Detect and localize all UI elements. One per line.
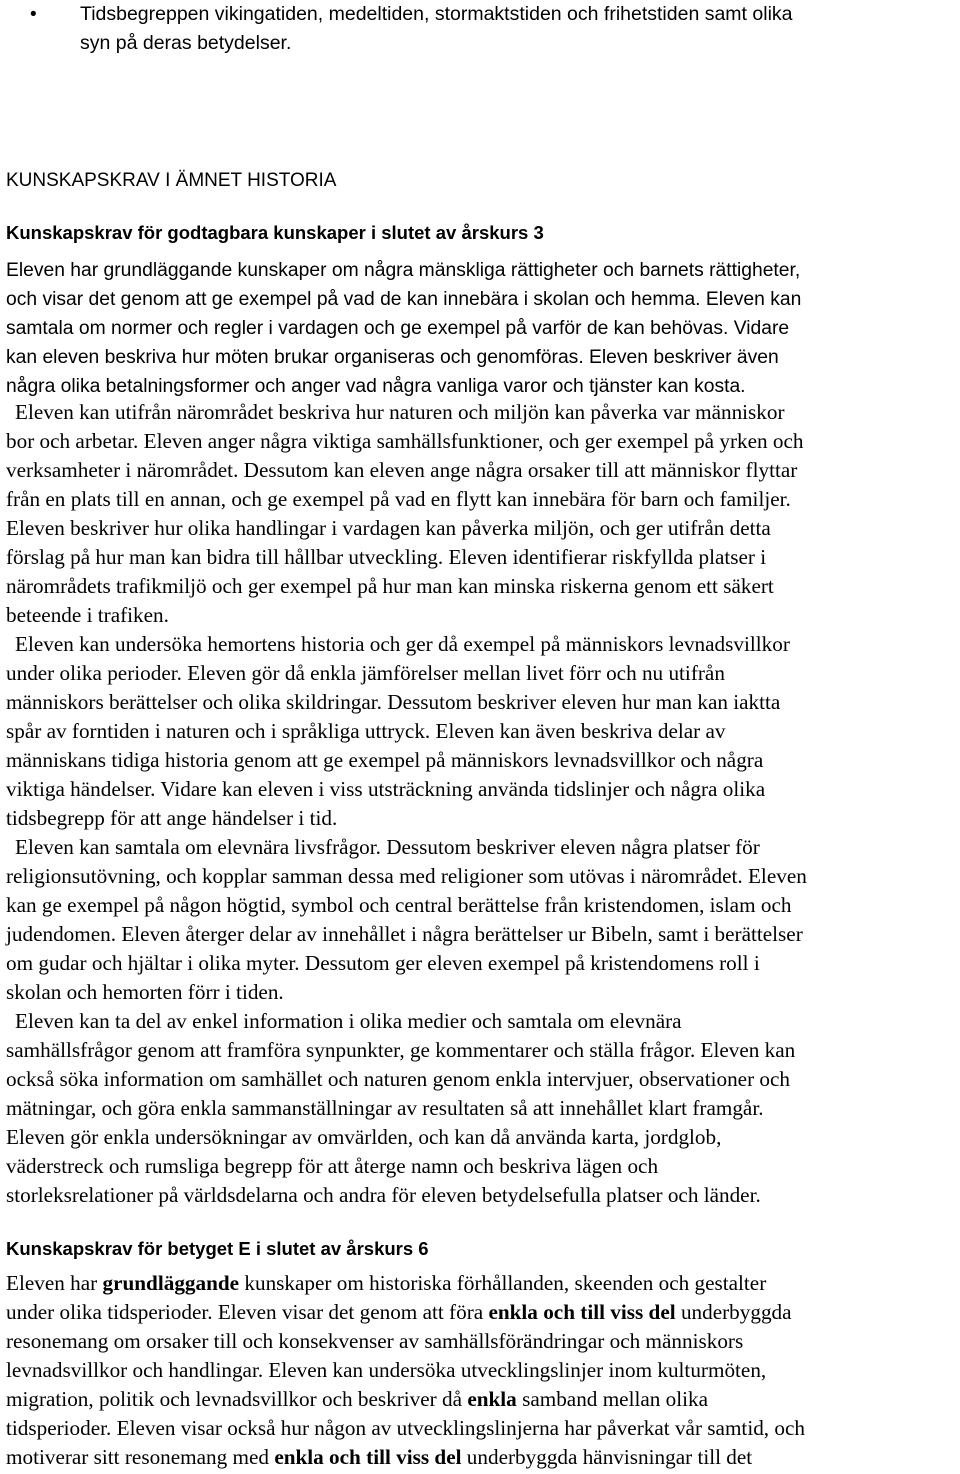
text-run: resonemang om orsaker till och konsekvenser av samhällsförändringar och människors: [6, 1329, 744, 1353]
emphasis-run: grundläggande: [102, 1271, 240, 1295]
text-line: [6, 1443, 956, 1472]
text-run: underbyggda hänvisningar till det: [461, 1445, 753, 1469]
text-line: samhällsfrågor genom att framföra synpunkter, ge kommentarer och ställa frågor. Eleven kan: [6, 1038, 796, 1062]
text-line: viktiga händelser. Vidare kan eleven i viss utsträckning använda tidslinjer och några olika: [6, 777, 766, 801]
text-line: Eleven kan utifrån närområdet beskriva hur naturen och miljön kan påverka var människor: [15, 400, 785, 424]
text-line: Eleven kan samtala om elevnära livsfrågor. Dessutom beskriver eleven några platser för: [15, 835, 760, 859]
text-run: kunskaper om historiska förhållanden, skeenden och gestalter: [239, 1271, 767, 1295]
emphasis-run: enkla och till viss del: [274, 1445, 462, 1469]
text-line: också söka information om samhället och naturen genom enkla intervjuer, observationer och: [6, 1067, 791, 1091]
text-line: skolan och hemorten förr i tiden.: [6, 980, 284, 1004]
text-line: beteende i trafiken.: [6, 603, 169, 627]
text-run: Eleven har: [6, 1271, 103, 1295]
grade6-paragraph: [6, 1269, 956, 1472]
bullet-line: syn på deras betydelser.: [80, 32, 292, 54]
text-line: [6, 1269, 956, 1298]
text-line: mätningar, och göra enkla sammanställningar av resultaten så att innehållet klart framgår.: [6, 1096, 764, 1120]
text-line: några olika betalningsformer och anger vad några vanliga varor och tjänster kan kosta.: [6, 376, 746, 397]
text-run: tidsperioder. Eleven visar också hur någon av utvecklingslinjerna har påverkat vår samtid, och: [6, 1416, 805, 1440]
bullet-dot: •: [30, 4, 37, 25]
text-line: Eleven kan undersöka hemortens historia och ger då exempel på människors levnadsvillkor: [15, 632, 790, 656]
text-line: från en plats till en annan, och ge exempel på vad en flytt kan innebära för barn och familjer.: [6, 487, 791, 511]
text-run: under olika tidsperioder. Eleven visar det genom att föra: [6, 1300, 489, 1324]
text-line: spår av forntiden i naturen och i språkliga uttryck. Eleven kan även beskriva delar av: [6, 719, 726, 743]
text-run: samband mellan olika: [516, 1387, 709, 1411]
text-line: judendomen. Eleven återger delar av innehållet i några berättelser ur Bibeln, samt i berättelser: [6, 922, 803, 946]
text-line: storleksrelationer på världsdelarna och andra för eleven betydelsefulla platser och länder.: [6, 1183, 761, 1207]
text-line: under olika perioder. Eleven gör då enkla jämförelser mellan livet förr och nu utifrån: [6, 661, 725, 685]
bullet-item: [0, 0, 950, 58]
text-line: verksamheter i närområdet. Dessutom kan eleven ange några orsaker till att människor flyttar: [6, 458, 798, 482]
text-line: [6, 1356, 956, 1385]
text-line: tidsbegrepp för att ange händelser i tid.: [6, 806, 338, 830]
text-line: Eleven gör enkla undersökningar av omvärlden, och kan då använda karta, jordglob,: [6, 1125, 722, 1149]
text-line: väderstreck och rumsliga begrepp för att återge namn och beskriva lägen och: [6, 1154, 659, 1178]
text-line: om gudar och hjältar i olika myter. Dessutom ger eleven exempel på kristendomens roll i: [6, 951, 760, 975]
text-line: bor och arbetar. Eleven anger några viktiga samhällsfunktioner, och ger exempel på yrken och: [6, 429, 804, 453]
grade3-paragraph-sans: [6, 256, 956, 401]
text-run: levnadsvillkor och handlingar. Eleven kan undersöka utvecklingslinjer inom kulturmöten,: [6, 1358, 767, 1382]
text-line: religionsutövning, och kopplar samman dessa med religioner som utövas i närområdet. Eleven: [6, 864, 807, 888]
text-line: samtala om normer och regler i vardagen och ge exempel på varför de kan behövas. Vidare: [6, 318, 790, 339]
heading-grade6: Kunskapskrav för betyget E i slutet av årskurs 6: [6, 1238, 429, 1259]
text-line: människors berättelser och olika skildringar. Dessutom beskriver eleven hur man kan iaktta: [6, 690, 781, 714]
text-line: och visar det genom att ge exempel på vad de kan innebära i skolan och hemma. Eleven kan: [6, 289, 802, 310]
emphasis-run: enkla: [467, 1387, 517, 1411]
bullet-line: Tidsbegreppen vikingatiden, medeltiden, stormaktstiden och frihetstiden samt olika: [80, 3, 793, 25]
text-line: kan eleven beskriva hur möten brukar organiseras och genomföras. Eleven beskriver även: [6, 347, 779, 368]
bullet-list: [0, 0, 950, 58]
text-run: underbyggda: [675, 1300, 792, 1324]
text-line: närområdets trafikmiljö och ger exempel på hur man kan minska riskerna genom ett säkert: [6, 574, 774, 598]
text-line: Eleven beskriver hur olika handlingar i vardagen kan påverka miljön, och ger utifrån detta: [6, 516, 771, 540]
emphasis-run: enkla och till viss del: [488, 1300, 676, 1324]
text-line: [6, 1298, 956, 1327]
text-line: Eleven har grundläggande kunskaper om några mänskliga rättigheter och barnets rättigheter,: [6, 260, 801, 281]
heading-grade3: Kunskapskrav för godtagbara kunskaper i slutet av årskurs 3: [6, 222, 544, 243]
text-run: motiverar sitt resonemang med: [6, 1445, 275, 1469]
text-line: [6, 1414, 956, 1443]
text-line: förslag på hur man kan bidra till hållbar utveckling. Eleven identifierar riskfyllda platser i: [6, 545, 767, 569]
grade3-paragraphs-serif: [6, 398, 956, 1210]
text-line: Eleven kan ta del av enkel information i olika medier och samtala om elevnära: [15, 1009, 682, 1033]
text-run: migration, politik och levnadsvillkor och beskriver då: [6, 1387, 468, 1411]
text-line: kan ge exempel på någon högtid, symbol och central berättelse från kristendomen, islam och: [6, 893, 792, 917]
text-line: [6, 1327, 956, 1356]
text-line: [6, 1385, 956, 1414]
section-title: KUNSKAPSKRAV I ÄMNET HISTORIA: [6, 170, 337, 191]
text-line: människans tidiga historia genom att ge exempel på människors levnadsvillkor och några: [6, 748, 764, 772]
